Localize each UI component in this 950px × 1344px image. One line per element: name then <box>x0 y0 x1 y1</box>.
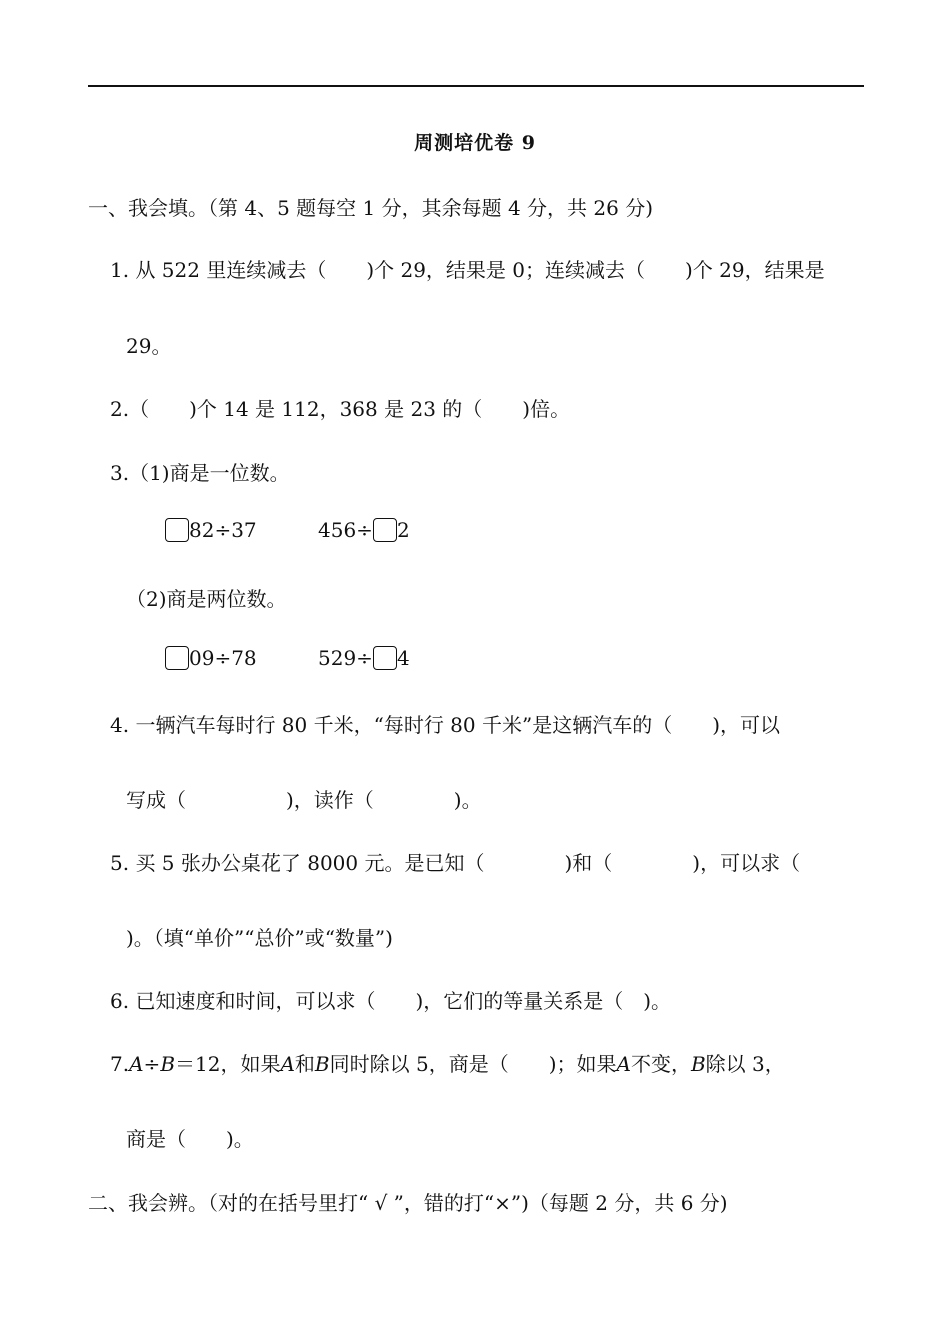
blank-box <box>165 518 189 542</box>
q3-expr-c-text: 09÷78 <box>189 646 257 670</box>
top-rule <box>88 85 864 87</box>
page-title: 周测培优卷 9 <box>414 132 536 154</box>
q7-var-b: B <box>314 1052 330 1076</box>
q3-expr-c <box>165 645 257 671</box>
q3-expr-d-prefix: 529÷ <box>318 646 373 670</box>
q4-line1: 4. 一辆汽车每时行 80 千米，“每时行 80 千米”是这辆汽车的（ )，可以 <box>110 713 781 737</box>
q1-line2: 29。 <box>126 334 172 358</box>
q7-text5: 除以 3， <box>705 1052 785 1076</box>
q7-text3: 同时除以 5，商是（ )；如果 <box>329 1052 617 1076</box>
q3-expr-a <box>165 517 257 543</box>
q7-line2: 商是（ )。 <box>126 1127 254 1151</box>
q1-line1: 1. 从 522 里连续减去（ )个 29，结果是 0；连续减去（ )个 29，结果是 <box>110 258 825 282</box>
q7-line1 <box>110 1051 785 1077</box>
q5-line2: )。（填“单价”“总价”或“数量”) <box>126 926 393 950</box>
q7-var-a: A <box>280 1052 295 1076</box>
q3-expr-b-prefix: 456÷ <box>318 518 373 542</box>
section2-heading: 二、我会辨。（对的在括号里打“ √ ”，错的打“×”)（每题 2 分，共 6 分) <box>88 1191 728 1215</box>
blank-box <box>373 518 397 542</box>
q3-part1-label: 3.（1)商是一位数。 <box>110 461 290 485</box>
q5-line1: 5. 买 5 张办公桌花了 8000 元。是已知（ )和（ )，可以求（ <box>110 851 801 875</box>
q7-var-a: A <box>616 1052 631 1076</box>
blank-box <box>165 646 189 670</box>
q3-expr-d <box>318 645 410 671</box>
q7-number: 7. <box>110 1052 130 1076</box>
q7-var-b: B <box>160 1052 176 1076</box>
q7-text4: 不变， <box>630 1052 691 1076</box>
blank-box <box>373 646 397 670</box>
q7-text1: ＝12，如果 <box>175 1052 281 1076</box>
q2-line1: 2.（ )个 14 是 112，368 是 23 的（ )倍。 <box>110 397 571 421</box>
q3-part2-label: （2)商是两位数。 <box>126 587 287 611</box>
q7-text2: 和 <box>294 1052 315 1076</box>
q7-divide: ÷ <box>143 1052 161 1076</box>
q3-expr-b <box>318 517 410 543</box>
q7-var-b: B <box>690 1052 706 1076</box>
q3-expr-a-text: 82÷37 <box>189 518 257 542</box>
q7-var-a: A <box>129 1052 144 1076</box>
q6-line1: 6. 已知速度和时间，可以求（ )，它们的等量关系是（ )。 <box>110 989 672 1013</box>
q3-expr-d-suffix: 4 <box>396 646 410 670</box>
q4-line2: 写成（ )，读作（ )。 <box>126 788 482 812</box>
q3-expr-b-suffix: 2 <box>396 518 410 542</box>
section1-heading: 一、我会填。（第 4、5 题每空 1 分，其余每题 4 分，共 26 分) <box>88 196 654 220</box>
